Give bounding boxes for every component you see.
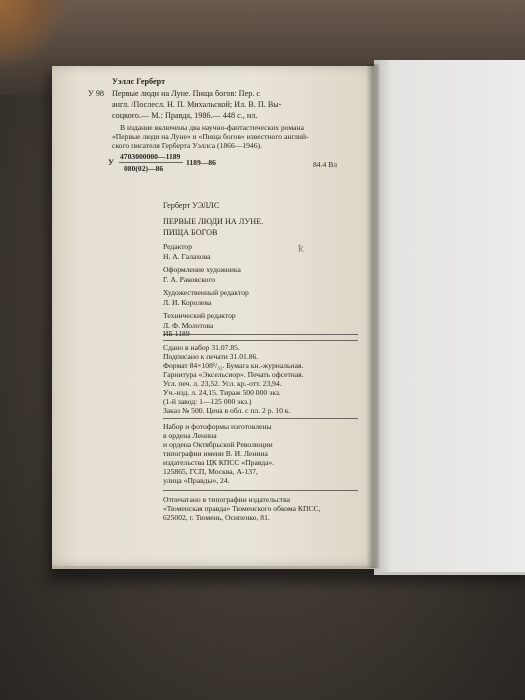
printer-line-3: и ордена Октябрьской Революции [163,440,273,449]
annotation-line-1: В издание включены два научно-фантастических романа [120,123,304,132]
rule-2 [163,340,358,341]
formula-bottom: 080(02)—86 [124,164,164,173]
printer-line-2: в ордена Ленина [163,431,217,440]
formula-right: 1189—86 [186,158,216,167]
name-editor: Н. А. Галахова [163,252,211,261]
imprint-title-2: ПИЩА БОГОВ [163,228,218,237]
header-author: Уэллс Герберт [112,77,166,86]
annotation-line-3: ского писателя Герберта Уэллса (1866—1946). [112,141,262,150]
imprint-title-1: ПЕРВЫЕ ЛЮДИ НА ЛУНЕ. [163,217,264,226]
book-gutter [366,64,380,568]
role-art-editor: Художественный редактор [163,288,249,297]
classification: 84.4 Вл [313,160,338,169]
printed-line-2: «Тюменская правда» Тюменского обкома КПСС, [163,504,321,513]
right-page [374,60,525,575]
tech-line-1: Сдано в набор 31.07.85. [163,343,240,352]
formula-top: 4703000000—1189 [120,152,181,161]
printer-line-4: типографии имени В. И. Ленина [163,449,268,458]
bib-line-2: англ. /Послесл. Н. П. Михальской; Ил. В. П. Вы- [112,100,282,109]
tech-line-5: Усл. печ. л. 23,52. Усл. кр.-отт. 23,94. [163,379,282,388]
printer-line-5: издательства ЦК КПСС «Правда». [163,458,275,467]
name-tech-editor: Л. Ф. Молотова [163,321,214,330]
pencil-mark: ꝁ [298,244,304,255]
tech-line-6: Уч.-изд. л. 24,15. Тираж 500 000 экз. [163,388,281,397]
printer-line-7: улица «Правды», 24. [163,476,230,485]
bib-line-3: соцкого.— М.: Правда, 1986.— 448 с., ил. [112,111,258,120]
tech-line-3: Формат 84×108¹/₃₂. Бумага кн.-журнальная. [163,361,304,370]
annotation-line-2: «Первые люди на Луне» и «Пища богов» известного англий- [112,132,309,141]
bib-line-1: Первые люди на Луне. Пища богов: Пер. с [112,89,261,98]
rule-1 [163,334,358,335]
printed-line-1: Отпечатано в типографии издательства [163,495,290,504]
formula-prefix: У [108,158,115,167]
catalog-code: У 98 [88,89,105,98]
name-designer: Г. А. Раковского [163,275,216,284]
tech-line-7: (1-й завод: 1—125 000 экз.) [163,397,252,406]
tech-line-8: Заказ № 500. Цена в обл. с пл. 2 р. 10 к. [163,406,291,415]
role-designer: Оформление художника [163,265,241,274]
imprint-author: Герберт УЭЛЛС [163,201,220,210]
role-tech-editor: Технический редактор [163,311,236,320]
tech-line-2: Подписано к печати 31.01.86. [163,352,259,361]
printer-line-6: 125865, ГСП, Москва, А-137, [163,467,258,476]
rule-3 [163,418,358,419]
tech-line-4: Гарнитура «Эксельсиор». Печать офсетная. [163,370,304,379]
role-editor: Редактор [163,242,193,251]
ib-number: ИБ 1189 [163,329,190,338]
formula-line [119,162,183,163]
name-art-editor: Л. И. Королева [163,298,212,307]
rule-4 [163,490,358,491]
printer-line-1: Набор и фотоформы изготовлены [163,422,272,431]
printed-line-3: 625002, г. Тюмень, Осипенко, 81. [163,513,270,522]
wooden-corner [0,0,70,70]
